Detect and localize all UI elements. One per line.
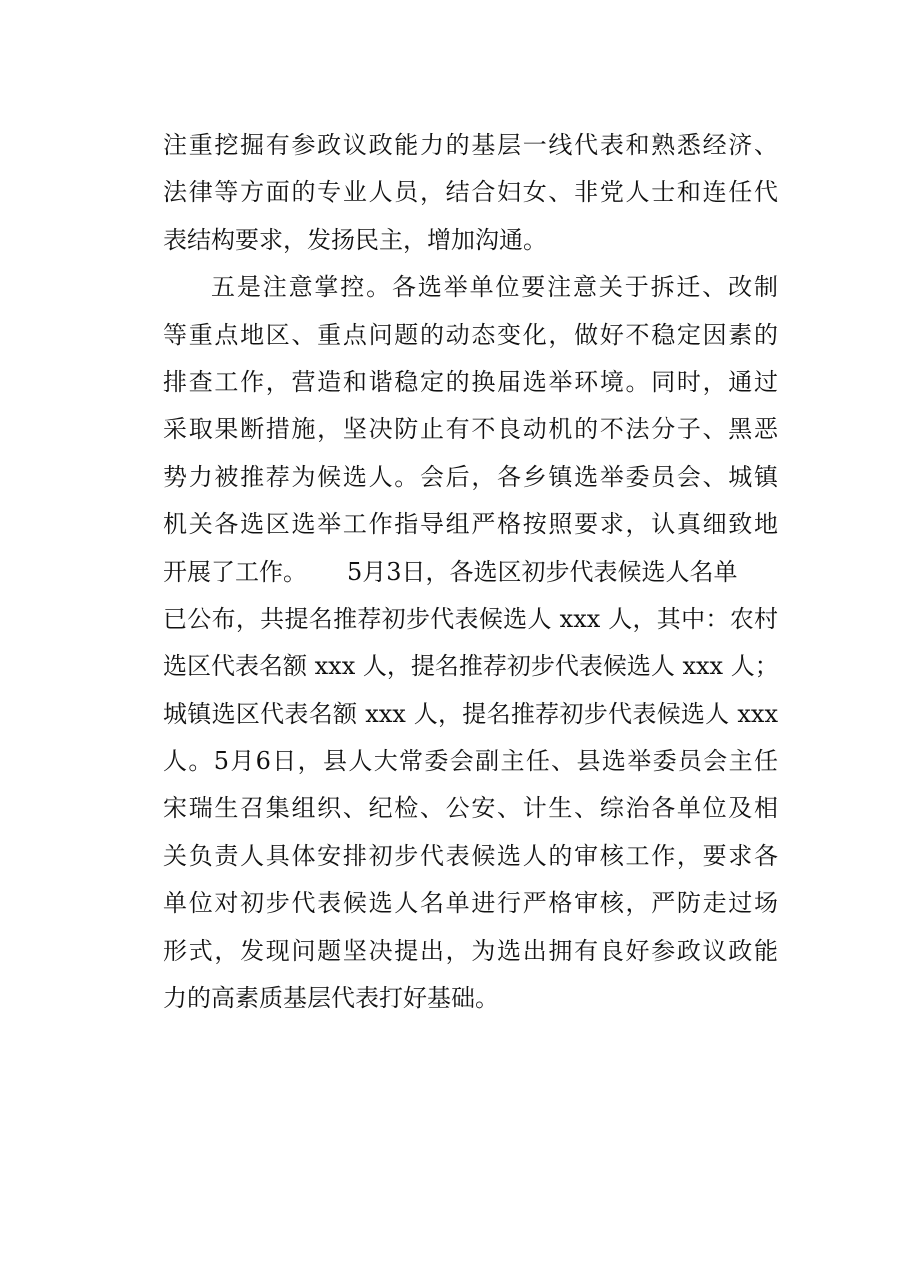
text-segment: 开展了工作。 bbox=[163, 557, 307, 586]
text-line: 单位对初步代表候选人名单进行严格审核，严防走过场 bbox=[163, 889, 778, 918]
text-line: 五是注意掌控。各选举单位要注意关于拆迁、改制 bbox=[211, 273, 778, 302]
text-line: 机关各选区选举工作指导组严格按照要求，认真细致地 bbox=[163, 510, 778, 539]
text-line: 采取果断措施，坚决防止有不良动机的不法分子、黑恶 bbox=[163, 415, 778, 444]
text-line: 势力被推荐为候选人。会后，各乡镇选举委员会、城镇 bbox=[163, 462, 778, 491]
body-text bbox=[163, 122, 778, 1022]
text-line: 选区代表名额 xxx 人，提名推荐初步代表候选人 xxx 人； bbox=[163, 652, 779, 681]
text-line-combined bbox=[163, 549, 778, 596]
text-line: 城镇选区代表名额 xxx 人，提名推荐初步代表候选人 xxx bbox=[163, 699, 778, 728]
text-line: 注重挖掘有参政议政能力的基层一线代表和熟悉经济、 bbox=[163, 131, 778, 159]
text-line: 力的高素质基层代表打好基础。 bbox=[163, 984, 499, 1013]
text-line: 等重点地区、重点问题的动态变化，做好不稳定因素的 bbox=[163, 320, 778, 349]
text-line: 法律等方面的专业人员，结合妇女、非党人士和连任代 bbox=[163, 178, 778, 207]
text-line: 表结构要求，发扬民主，增加沟通。 bbox=[163, 225, 547, 254]
text-line: 形式，发现问题坚决提出，为选出拥有良好参政议政能 bbox=[163, 936, 778, 965]
text-line: 关负责人具体安排初步代表候选人的审核工作，要求各 bbox=[163, 841, 778, 870]
text-line: 已公布，共提名推荐初步代表候选人 xxx 人，其中：农村 bbox=[163, 604, 778, 633]
text-line: 排查工作，营造和谐稳定的换届选举环境。同时，通过 bbox=[163, 367, 778, 396]
text-line: 人。5月6日，县人大常委会副主任、县选举委员会主任 bbox=[163, 747, 778, 776]
text-line: 宋瑞生召集组织、纪检、公安、计生、综治各单位及相 bbox=[163, 794, 778, 823]
text-segment: 5月3日，各选区初步代表候选人名单 bbox=[347, 557, 738, 586]
